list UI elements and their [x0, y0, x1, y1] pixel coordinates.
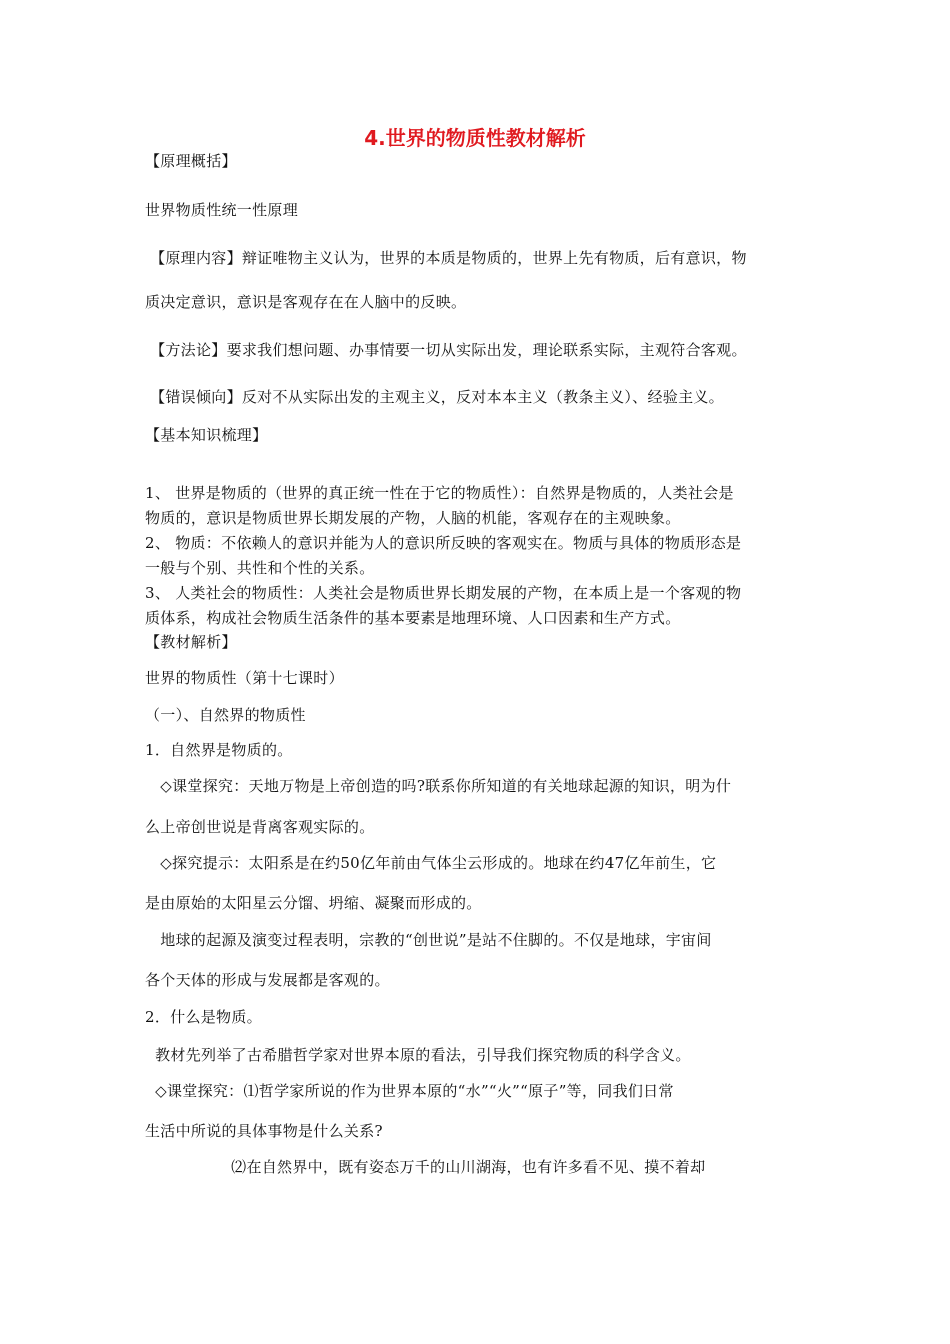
paragraph: 物质的，意识是物质世界长期发展的产物，人脑的机能，客观存在的主观映象。	[145, 509, 681, 527]
paragraph: 质体系，构成社会物质生活条件的基本要素是地理环境、人口因素和生产方式。	[145, 609, 681, 627]
paragraph: ⑵在自然界中，既有姿态万千的山川湖海，也有许多看不见、摸不着却	[145, 1158, 706, 1176]
paragraph: 2、 物质：不依赖人的意识并能为人的意识所反映的客观实在。物质与具体的物质形态是	[145, 534, 742, 552]
paragraph: 1、 世界是物质的（世界的真正统一性在于它的物质性）：自然界是物质的，人类社会是	[145, 484, 734, 502]
document-title: 4.世界的物质性教材解析	[364, 126, 586, 150]
paragraph: 【方法论】要求我们想问题、办事情要一切从实际出发，理论联系实际，主观符合客观。	[145, 341, 747, 359]
paragraph: ◇课堂探究：天地万物是上帝创造的吗?联系你所知道的有关地球起源的知识，明为什	[145, 777, 732, 795]
paragraph: 地球的起源及演变过程表明，宗教的“创世说”是站不住脚的。不仅是地球，宇宙间	[145, 931, 712, 949]
paragraph: 质决定意识，意识是客观存在在人脑中的反映。	[145, 293, 467, 311]
paragraph: 【原理内容】辩证唯物主义认为，世界的本质是物质的，世界上先有物质，后有意识，物	[145, 249, 747, 267]
paragraph: 是由原始的太阳星云分馏、坍缩、凝聚而形成的。	[145, 894, 482, 912]
paragraph: 生活中所说的具体事物是什么关系?	[145, 1122, 383, 1140]
paragraph: 【错误倾向】反对不从实际出发的主观主义，反对本本主义（教条主义）、经验主义。	[145, 388, 724, 406]
paragraph: 一般与个别、共性和个性的关系。	[145, 559, 375, 577]
paragraph: 1．自然界是物质的。	[145, 741, 293, 759]
paragraph: 2．什么是物质。	[145, 1008, 262, 1026]
paragraph: 教材先列举了古希腊哲学家对世界本原的看法，引导我们探究物质的科学含义。	[145, 1046, 691, 1064]
paragraph: （一）、自然界的物质性	[145, 706, 306, 724]
paragraph: 世界的物质性（第十七课时）	[145, 669, 344, 687]
paragraph: ◇课堂探究：⑴哲学家所说的作为世界本原的“水”“火”“原子”等，同我们日常	[145, 1082, 674, 1100]
paragraph: 各个天体的形成与发展都是客观的。	[145, 971, 390, 989]
heading-basic-knowledge: 【基本知识梳理】	[145, 426, 268, 444]
paragraph: 么上帝创世说是背离客观实际的。	[145, 818, 375, 836]
paragraph: ◇探究提示：太阳系是在约50亿年前由气体尘云形成的。地球在约47亿年前生，它	[145, 854, 717, 872]
paragraph: 3、 人类社会的物质性：人类社会是物质世界长期发展的产物，在本质上是一个客观的物	[145, 584, 742, 602]
heading-textbook-analysis: 【教材解析】	[145, 633, 237, 651]
paragraph: 世界物质性统一性原理	[145, 201, 299, 219]
heading-principle-summary: 【原理概括】	[145, 152, 237, 170]
